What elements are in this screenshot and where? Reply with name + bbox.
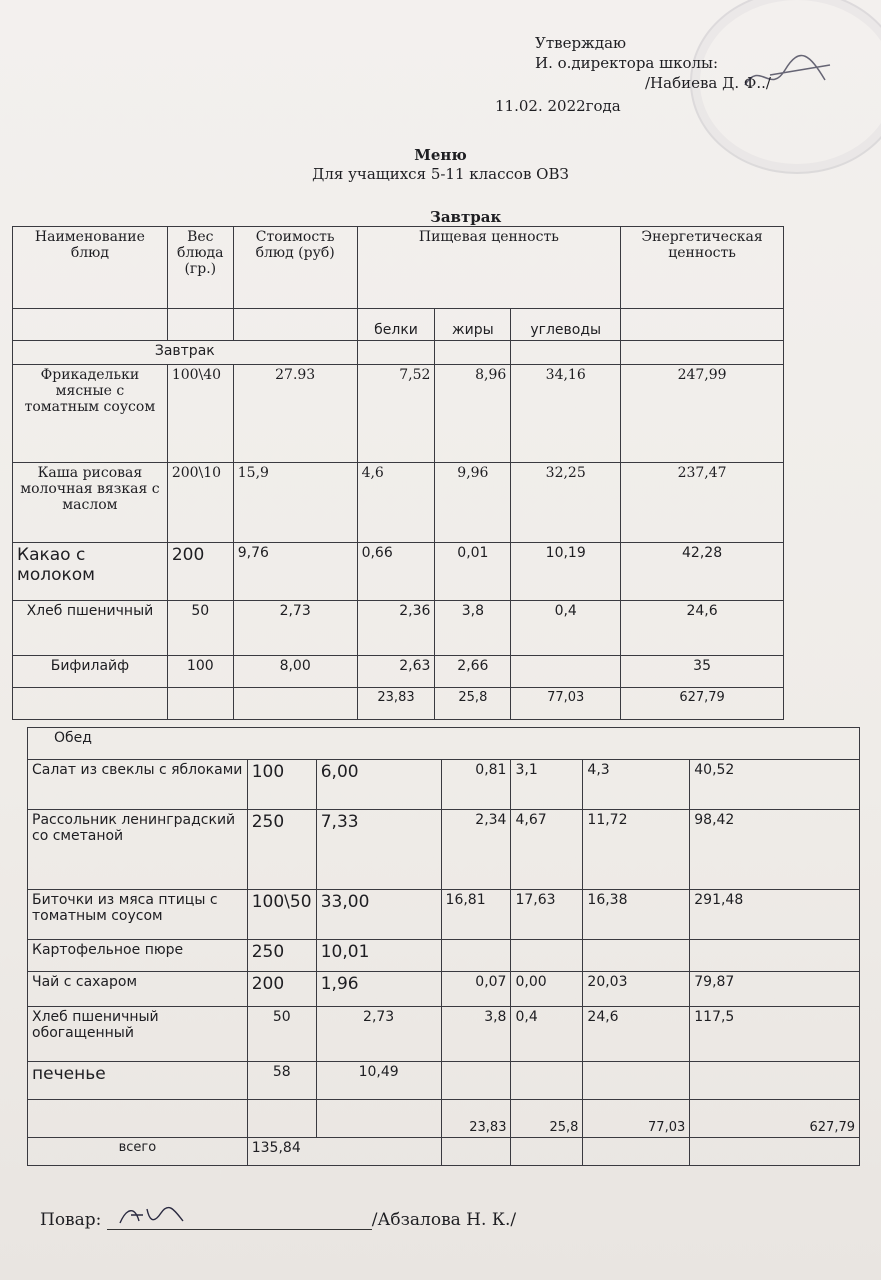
total-energy: 627,79: [621, 688, 784, 720]
table-row: [13, 656, 784, 688]
approval-block: [535, 33, 771, 93]
total-carbs: 77,03: [511, 688, 621, 720]
dish-name: Рассольник ленинградский со сметаной: [28, 810, 248, 890]
dish-weight: 250: [247, 940, 316, 972]
dish-carbs: 20,03: [583, 972, 690, 1007]
table-row: [28, 1007, 860, 1062]
dish-carbs: [511, 656, 621, 688]
dish-protein: 2,36: [357, 601, 435, 656]
dish-name: печенье: [28, 1062, 248, 1100]
dish-carbs: 32,25: [511, 463, 621, 543]
header-name: Наименование блюд: [13, 227, 168, 309]
director-signature: [740, 50, 840, 100]
dish-name: Картофельное пюре: [28, 940, 248, 972]
dish-energy: 117,5: [690, 1007, 860, 1062]
dish-name: Чай с сахаром: [28, 972, 248, 1007]
totals-row: [13, 688, 784, 720]
cook-signature: [117, 1203, 187, 1227]
dish-weight: 200: [167, 543, 233, 601]
table-row: [28, 810, 860, 890]
dish-carbs: 34,16: [511, 365, 621, 463]
cook-name: /Абзалова Н. К./: [371, 1210, 517, 1230]
approval-signer: /Набиева Д. Ф../: [645, 74, 771, 92]
dish-fat: 4,67: [511, 810, 583, 890]
dish-protein: 0,07: [441, 972, 511, 1007]
approval-position: И. о.директора школы:: [535, 54, 719, 72]
dish-carbs: 0,4: [511, 601, 621, 656]
totals-row: [28, 1100, 860, 1138]
dish-weight: 100\50: [247, 890, 316, 940]
grand-total-label: всего: [28, 1138, 248, 1166]
dish-cost: 7,33: [316, 810, 441, 890]
dish-energy: 35: [621, 656, 784, 688]
dish-energy: 40,52: [690, 760, 860, 810]
dish-cost: 10,01: [316, 940, 441, 972]
grand-total-row: [28, 1138, 860, 1166]
total-protein: 23,83: [441, 1100, 511, 1138]
dish-protein: 2,63: [357, 656, 435, 688]
dish-weight: 200: [247, 972, 316, 1007]
dish-protein: 0,81: [441, 760, 511, 810]
table-row: [28, 940, 860, 972]
dish-name: Какао с молоком: [13, 543, 168, 601]
total-fat: 25,8: [511, 1100, 583, 1138]
lunch-table: [27, 727, 860, 1166]
dish-name: Хлеб пшеничный обогащенный: [28, 1007, 248, 1062]
dish-energy: 237,47: [621, 463, 784, 543]
dish-fat: 17,63: [511, 890, 583, 940]
dish-protein: 4,6: [357, 463, 435, 543]
dish-protein: 2,34: [441, 810, 511, 890]
breakfast-table: [12, 226, 784, 720]
dish-cost: 1,96: [316, 972, 441, 1007]
approval-date: 11.02. 2022года: [495, 97, 621, 115]
table-row: [28, 1062, 860, 1100]
table-row: [13, 463, 784, 543]
header-nutrition: Пищевая ценность: [357, 227, 621, 309]
cook-label: Повар:: [40, 1210, 102, 1230]
dish-fat: 0,00: [511, 972, 583, 1007]
table-row: [13, 365, 784, 463]
dish-name: Биточки из мяса птицы с томатным соусом: [28, 890, 248, 940]
dish-cost: 10,49: [316, 1062, 441, 1100]
dish-protein: 7,52: [357, 365, 435, 463]
approval-title: Утверждаю: [535, 34, 627, 52]
header-energy: Энергетическая ценность: [621, 227, 784, 309]
table-row: [28, 760, 860, 810]
table-row: [28, 972, 860, 1007]
total-fat: 25,8: [435, 688, 511, 720]
header-cost: Стоимость блюд (руб): [233, 227, 357, 309]
dish-protein: 3,8: [441, 1007, 511, 1062]
dish-cost: 2,73: [233, 601, 357, 656]
total-carbs: 77,03: [583, 1100, 690, 1138]
dish-weight: 58: [247, 1062, 316, 1100]
dish-weight: 50: [167, 601, 233, 656]
dish-protein: 0,66: [357, 543, 435, 601]
dish-fat: 0,01: [435, 543, 511, 601]
dish-cost: 33,00: [316, 890, 441, 940]
dish-fat: 2,66: [435, 656, 511, 688]
dish-name: Хлеб пшеничный: [13, 601, 168, 656]
total-energy: 627,79: [690, 1100, 860, 1138]
dish-carbs: 10,19: [511, 543, 621, 601]
dish-weight: 100: [167, 656, 233, 688]
dish-cost: 9,76: [233, 543, 357, 601]
menu-title: Меню: [414, 146, 467, 164]
table-row: [28, 890, 860, 940]
cook-signature-line: [40, 1210, 516, 1230]
dish-fat: 9,96: [435, 463, 511, 543]
dish-name: Фрикадельки мясные с томатным соусом: [13, 365, 168, 463]
header-weight: Вес блюда (гр.): [167, 227, 233, 309]
dish-name: Каша рисовая молочная вязкая с маслом: [13, 463, 168, 543]
dish-weight: 200\10: [167, 463, 233, 543]
breakfast-label: Завтрак: [13, 341, 358, 365]
dish-weight: 100: [247, 760, 316, 810]
signature-line: [107, 1213, 372, 1230]
header-carbs: углеводы: [511, 309, 621, 341]
dish-energy: 291,48: [690, 890, 860, 940]
dish-fat: 3,8: [435, 601, 511, 656]
header-protein: белки: [357, 309, 435, 341]
grand-total-cost: 135,84: [247, 1138, 441, 1166]
dish-carbs: 16,38: [583, 890, 690, 940]
total-protein: 23,83: [357, 688, 435, 720]
dish-name: Бифилайф: [13, 656, 168, 688]
dish-cost: 27.93: [233, 365, 357, 463]
dish-energy: 247,99: [621, 365, 784, 463]
dish-protein: 16,81: [441, 890, 511, 940]
dish-cost: 8,00: [233, 656, 357, 688]
dish-energy: 79,87: [690, 972, 860, 1007]
dish-cost: 2,73: [316, 1007, 441, 1062]
dish-fat: 3,1: [511, 760, 583, 810]
dish-weight: 100\40: [167, 365, 233, 463]
dish-name: Салат из свеклы с яблоками: [28, 760, 248, 810]
dish-cost: 15,9: [233, 463, 357, 543]
dish-carbs: 4,3: [583, 760, 690, 810]
dish-weight: 50: [247, 1007, 316, 1062]
dish-carbs: 11,72: [583, 810, 690, 890]
dish-cost: 6,00: [316, 760, 441, 810]
dish-carbs: 24,6: [583, 1007, 690, 1062]
dish-energy: 42,28: [621, 543, 784, 601]
menu-subtitle: Для учащихся 5-11 классов ОВЗ: [312, 165, 569, 183]
table-row: [13, 543, 784, 601]
dish-energy: 98,42: [690, 810, 860, 890]
header-fat: жиры: [435, 309, 511, 341]
dish-fat: 8,96: [435, 365, 511, 463]
section-title: Завтрак: [430, 208, 502, 226]
lunch-label: Обед: [28, 728, 860, 760]
dish-fat: 0,4: [511, 1007, 583, 1062]
dish-weight: 250: [247, 810, 316, 890]
table-row: [13, 601, 784, 656]
dish-energy: 24,6: [621, 601, 784, 656]
